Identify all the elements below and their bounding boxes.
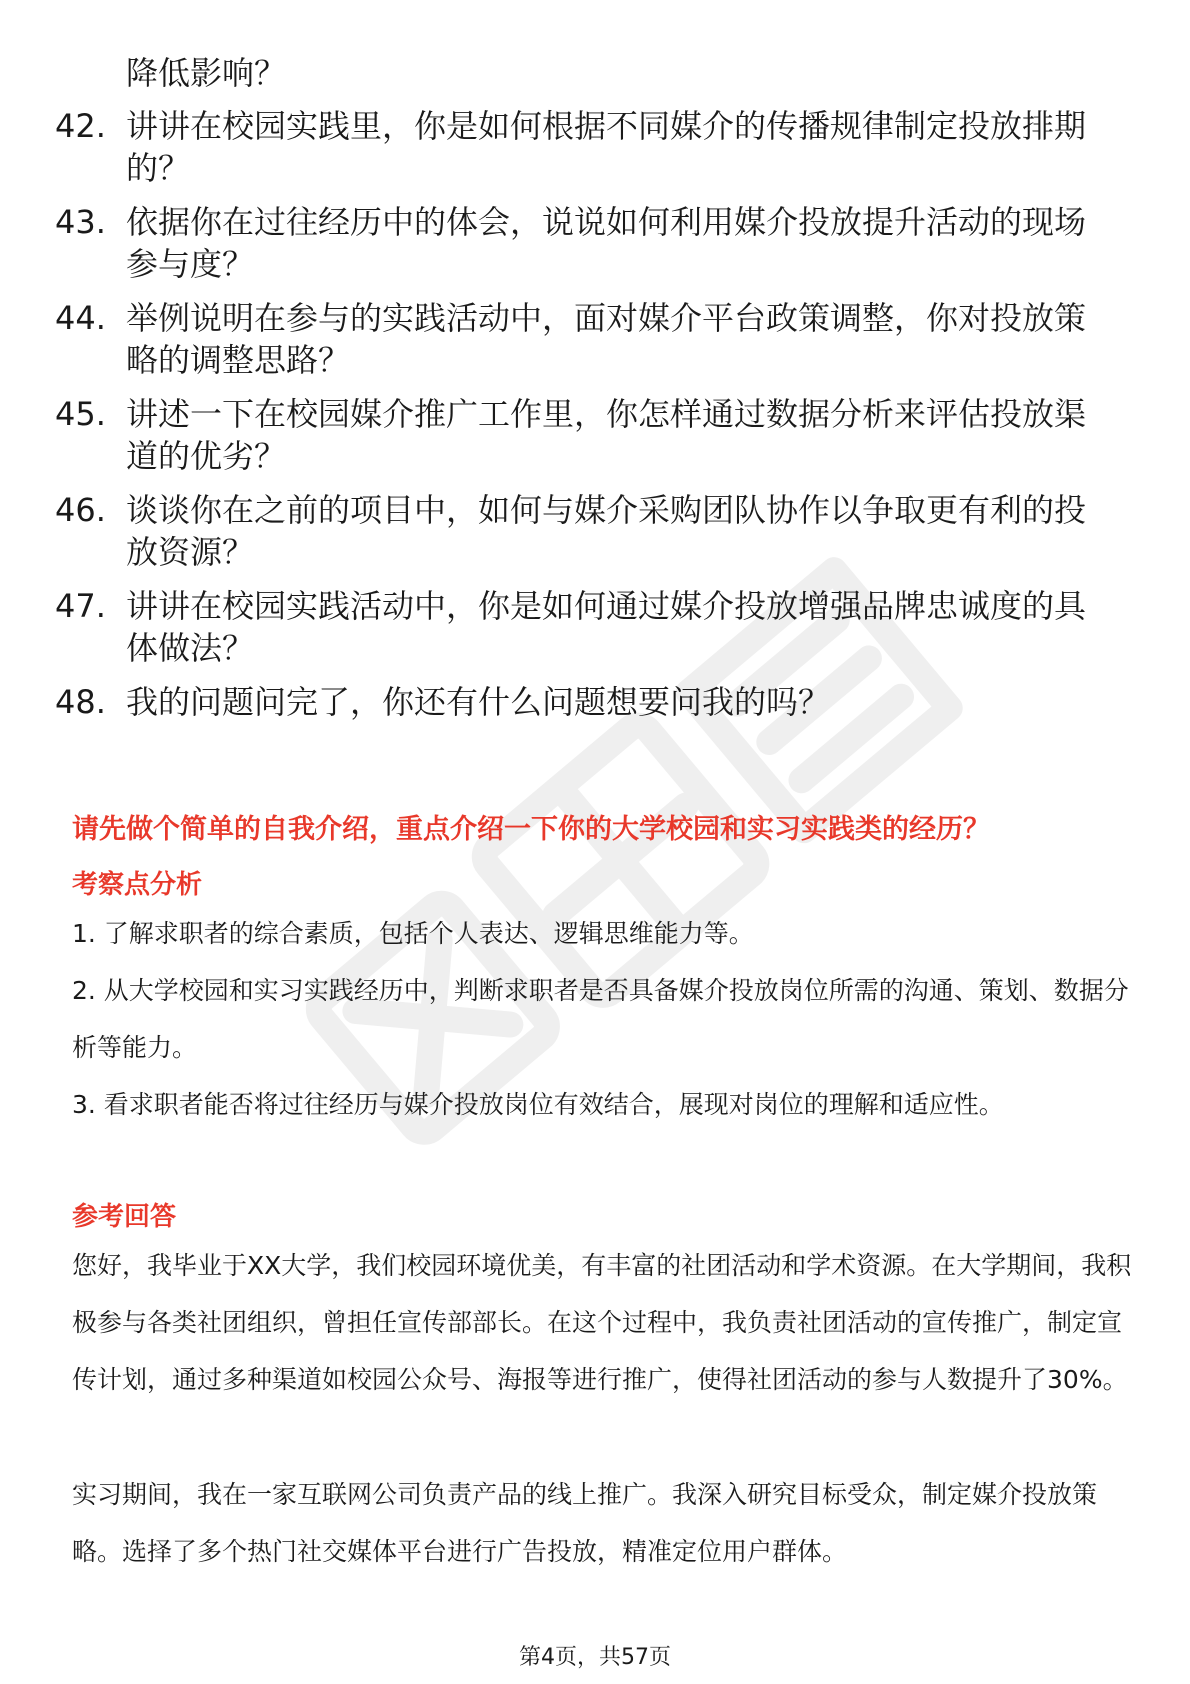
question-text: 讲讲在校园实践里，你是如何根据不同媒介的传播规律制定投放排期的？: [126, 107, 1087, 187]
reference-answer-paragraph: 您好，我毕业于XX大学，我们校园环境优美，有丰富的社团活动和学术资源。在大学期间，我积极参与各类社团组织，曾担任宣传部部长。在这个过程中，我负责社团活动的宣传推广，制定宣传计划，通过多种渠道如校园公众号、海报等进行推广，使得社团活动的参与人数提升了30%。: [72, 1251, 1132, 1394]
question-item: [0, 585, 1190, 675]
question-number: 42.: [55, 107, 106, 145]
analysis-point: 1. 了解求职者的综合素质，包括个人表达、逻辑思维能力等。: [72, 919, 754, 948]
question-item: [0, 393, 1190, 483]
question-item: [0, 489, 1190, 579]
question-number: 45.: [55, 395, 106, 433]
featured-question-title: 请先做个简单的自我介绍，重点介绍一下你的大学校园和实习实践类的经历？: [72, 814, 990, 845]
question-number: 43.: [55, 203, 106, 241]
question-text: 讲述一下在校园媒介推广工作里，你怎样通过数据分析来评估投放渠道的优劣？: [126, 395, 1087, 475]
question-continuation: 降低影响？: [126, 54, 287, 92]
question-item: [0, 297, 1190, 387]
question-text: 我的问题问完了，你还有什么问题想要问我的吗？: [126, 683, 831, 721]
reference-answer-paragraph: 实习期间，我在一家互联网公司负责产品的线上推广。我深入研究目标受众，制定媒介投放策略。选择了多个热门社交媒体平台进行广告投放，精准定位用户群体。: [72, 1480, 1098, 1566]
reference-answer-heading: 参考回答: [72, 1202, 177, 1232]
question-text: 讲讲在校园实践活动中，你是如何通过媒介投放增强品牌忠诚度的具体做法？: [126, 587, 1087, 667]
question-number: 44.: [55, 299, 106, 337]
analysis-point: 2. 从大学校园和实习实践经历中，判断求职者是否具备媒介投放岗位所需的沟通、策划、数据分析等能力。: [72, 976, 1129, 1062]
question-text: 谈谈你在之前的项目中，如何与媒介采购团队协作以争取更有利的投放资源？: [126, 491, 1087, 571]
question-item: [0, 201, 1190, 291]
question-item: [0, 105, 1190, 195]
question-text: 依据你在过往经历中的体会，说说如何利用媒介投放提升活动的现场参与度？: [126, 203, 1087, 283]
analysis-heading: 考察点分析: [72, 870, 203, 900]
question-item: [0, 681, 1190, 771]
question-number: 48.: [55, 683, 106, 721]
question-number: 46.: [55, 491, 106, 529]
question-text: 举例说明在参与的实践活动中，面对媒介平台政策调整，你对投放策略的调整思路？: [126, 299, 1087, 379]
question-number: 47.: [55, 587, 106, 625]
page-indicator: 第4页，共57页: [519, 1645, 671, 1670]
analysis-point: 3. 看求职者能否将过往经历与媒介投放岗位有效结合，展现对岗位的理解和适应性。: [72, 1090, 1004, 1119]
